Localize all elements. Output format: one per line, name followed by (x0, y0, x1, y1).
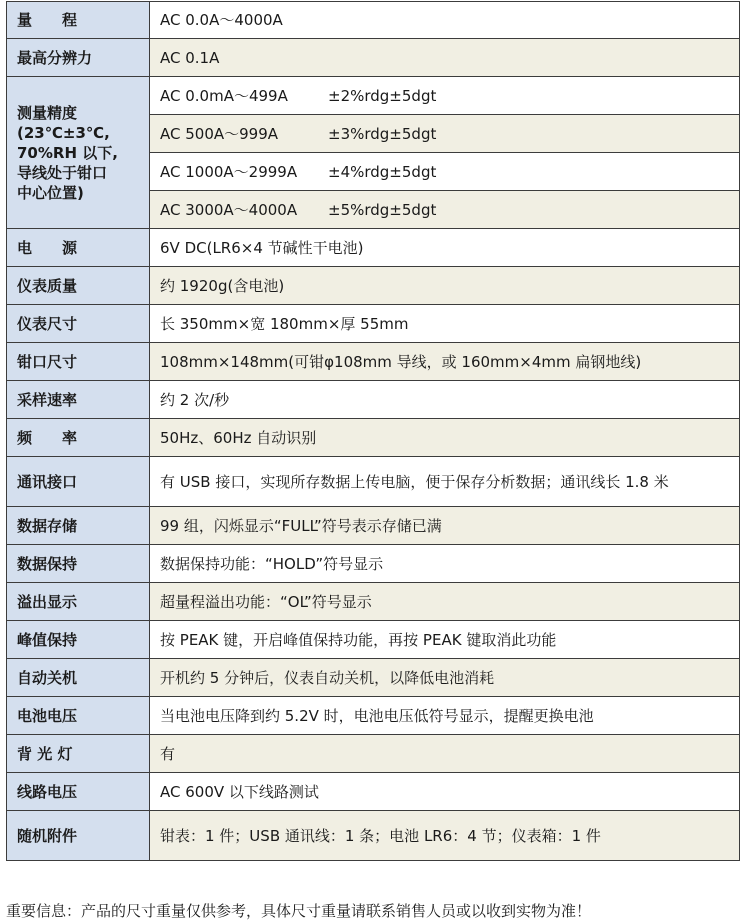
row-label-range: 量 程 (7, 2, 150, 39)
row-label-resolution: 最高分辨力 (7, 39, 150, 77)
row-label-line-voltage: 线路电压 (7, 773, 150, 811)
accuracy-label-line: 测量精度 (17, 103, 78, 122)
row-value-power: 6V DC(LR6×4 节碱性干电池) (150, 229, 740, 267)
row-value-peak: 按 PEAK 键，开启峰值保持功能，再按 PEAK 键取消此功能 (150, 621, 740, 659)
table-row (7, 343, 740, 381)
row-value-storage: 99 组，闪烁显示“FULL”符号表示存储已满 (150, 507, 740, 545)
accuracy-subrow (150, 77, 740, 115)
row-label-frequency: 频 率 (7, 419, 150, 457)
row-label-backlight: 背 光 灯 (7, 735, 150, 773)
table-row (7, 2, 740, 39)
table-row (7, 659, 740, 697)
table-row (7, 77, 740, 115)
row-label-dimensions: 仪表尺寸 (7, 305, 150, 343)
table-row (7, 811, 740, 861)
row-label-sampling: 采样速率 (7, 381, 150, 419)
row-value-hold: 数据保持功能：“HOLD”符号显示 (150, 545, 740, 583)
table-row (7, 419, 740, 457)
table-row (7, 305, 740, 343)
row-label-interface: 通讯接口 (7, 457, 150, 507)
accuracy-subrow (150, 153, 740, 191)
table-row (7, 39, 740, 77)
row-label-jaw-size: 钳口尺寸 (7, 343, 150, 381)
table-row (7, 381, 740, 419)
row-value-dimensions: 长 350mm×宽 180mm×厚 55mm (150, 305, 740, 343)
row-value-resolution: AC 0.1A (150, 39, 740, 77)
table-row (7, 457, 740, 507)
accuracy-subrow (150, 191, 740, 229)
table-row (7, 735, 740, 773)
table-row (7, 229, 740, 267)
row-value-weight: 约 1920g(含电池) (150, 267, 740, 305)
row-value-battery: 当电池电压降到约 5.2V 时，电池电压低符号显示，提醒更换电池 (150, 697, 740, 735)
row-value-line-voltage: AC 600V 以下线路测试 (150, 773, 740, 811)
accuracy-label-line: 导线处于钳口 (17, 163, 108, 182)
row-value-range: AC 0.0A～4000A (150, 2, 740, 39)
table-row (7, 697, 740, 735)
row-label-storage: 数据存储 (7, 507, 150, 545)
table-row (7, 545, 740, 583)
row-value-auto-off: 开机约 5 分钟后，仪表自动关机，以降低电池消耗 (150, 659, 740, 697)
accuracy-label-line: (23℃±3℃, (17, 123, 110, 142)
row-label-hold: 数据保持 (7, 545, 150, 583)
row-label-auto-off: 自动关机 (7, 659, 150, 697)
row-label-power: 电 源 (7, 229, 150, 267)
accuracy-subrow (150, 115, 740, 153)
accuracy-range: AC 3000A～4000A (160, 200, 298, 219)
accuracy-range: AC 0.0mA～499A (160, 86, 288, 105)
row-label-weight: 仪表质量 (7, 267, 150, 305)
row-value-jaw-size: 108mm×148mm(可钳φ108mm 导线，或 160mm×4mm 扁钢地线) (150, 343, 740, 381)
row-value-interface: 有 USB 接口，实现所存数据上传电脑，便于保存分析数据；通讯线长 1.8 米 (150, 457, 740, 507)
row-value-overflow: 超量程溢出功能：“OL”符号显示 (150, 583, 740, 621)
row-value-backlight: 有 (150, 735, 740, 773)
spec-table (6, 1, 740, 861)
table-row (7, 583, 740, 621)
accuracy-label-line: 70%RH 以下, (17, 143, 118, 162)
row-value-accessories: 钳表：1 件；USB 通讯线：1 条；电池 LR6：4 节；仪表箱：1 件 (150, 811, 740, 861)
table-row (7, 267, 740, 305)
table-row (7, 621, 740, 659)
row-label-battery: 电池电压 (7, 697, 150, 735)
accuracy-label-line: 中心位置) (17, 183, 84, 202)
accuracy-range: AC 500A～999A (160, 124, 279, 143)
row-label-accessories: 随机附件 (7, 811, 150, 861)
accuracy-range: AC 1000A～2999A (160, 162, 298, 181)
accuracy-value: ±2%rdg±5dgt (328, 86, 437, 105)
row-label-accuracy (7, 77, 150, 229)
table-row (7, 507, 740, 545)
accuracy-value: ±5%rdg±5dgt (328, 200, 437, 219)
row-label-peak: 峰值保持 (7, 621, 150, 659)
table-row (7, 773, 740, 811)
row-value-sampling: 约 2 次/秒 (150, 381, 740, 419)
accuracy-value: ±3%rdg±5dgt (328, 124, 437, 143)
accuracy-value: ±4%rdg±5dgt (328, 162, 437, 181)
row-value-frequency: 50Hz、60Hz 自动识别 (150, 419, 740, 457)
footer-note: 重要信息：产品的尺寸重量仅供参考，具体尺寸重量请联系销售人员或以收到实物为准！ (6, 902, 592, 920)
row-label-overflow: 溢出显示 (7, 583, 150, 621)
